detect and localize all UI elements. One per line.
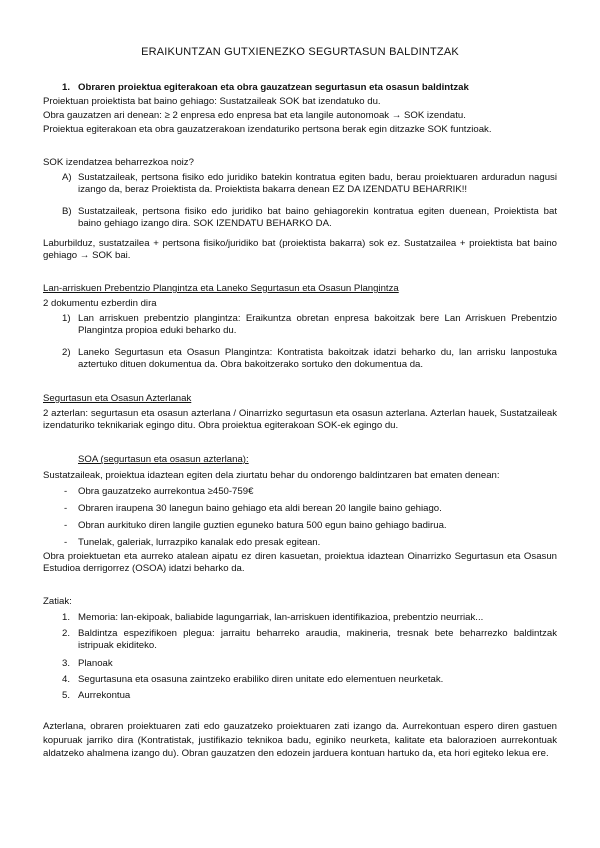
section-1-number: 1. [62,82,71,93]
zatiak-item-4-number: 4. [62,674,71,685]
plan-intro: 2 dokumentu ezberdin dira [43,298,157,309]
plan-item-1-text: Lan arriskuen prebentzio plangintza: Eraikuntza obretan enpresa bakoitzak bere Lan Arriskuen Prebentzio Plangintza propioa eduki beharko du. [78,313,557,336]
soa-bullet-marker: - [64,486,68,497]
zatiak-item-5: Aurrekontua [78,690,131,701]
zatiak-item-1: Memoria: lan-ekipoak, baliabide lagungarriak, lan-arriskuen identifikazioa, prebentzio neurriak... [78,612,484,623]
sok-b-marker: B) [62,206,72,217]
azterlanak-text: 2 azterlan: segurtasun eta osasun azterlana / Oinarrizko segurtasun eta osasun azterlana. Azterlan hauek, Sustatzaileak izendaturiko teknikariak egingo ditu. Obra proiektua egiterakoan SOK-ek egingo du. [43,408,557,431]
sok-b-text: Sustatzaileak, pertsona fisiko edo juridiko bat baino gehiagorekin kontratua egiten duenean, Proiektista bat baino gehiago izango dira. SOK IZENDATU BEHARKO DA. [78,206,557,229]
zatiak-item-1-number: 1. [62,612,71,623]
zatiak-item-5-number: 5. [62,690,71,701]
section-1-line-3: Proiektua egiterakoan eta obra gauzatzerakoan izendaturiko pertsona berak egin ditzazke SOK funtzioak. [43,124,492,135]
soa-bullet-marker: - [64,503,68,514]
final-paragraph: Azterlana, obraren proiektuaren zati edo gauzatzeko proiektuaren zati izango da. Aurrekontuan espero diren gastuen kopuruak jarriko dira (Kontratistak, justifikazio teknikoa badu, eginiko neurketa, kalitate eta balorazioen aurrekontuak aldatzeko ahalmena izango du). Obran gauzatzen den edozein jarduera kontuan hartuko da, eta hori egiteko lekua ere. [43,721,557,759]
soa-bullet-2: Obraren iraupena 30 lanegun baino gehiago eta aldi berean 20 langile baino gehiago. [78,503,442,514]
sok-summary: Laburbilduz, sustatzailea + pertsona fisiko/juridiko bat (proiektista bakarra) sok ez. Sustatzailea + proiektista bat baino gehiago → SOK bai. [43,238,557,261]
soa-bullet-1: Obra gauzatzeko aurrekontua ≥450-759€ [78,486,254,497]
soa-heading: SOA (segurtasun eta osasun azterlana): [78,454,249,465]
soa-outro: Obra proiektuetan eta aurreko atalean aipatu ez diren kasuetan, proiektua idaztean Oinarrizko Segurtasun eta Osasun Estudioa derrigorrez (OSOA) idatzi beharko da. [43,551,557,574]
soa-bullet-marker: - [64,520,68,531]
section-1-line-2: Obra gauzatzen ari denean: ≥ 2 enpresa edo enpresa bat eta langile autonomoak → SOK izendatu. [43,110,466,121]
soa-intro: Sustatzaileak, proiektua idaztean egiten dela ziurtatu behar du ondorengo baldintzaren bat ematen denean: [43,470,500,481]
plan-heading: Lan-arriskuen Prebentzio Plangintza eta Laneko Segurtasun eta Osasun Plangintza [43,283,399,294]
section-1-heading: Obraren proiektua egiterakoan eta obra gauzatzean segurtasun eta osasun baldintzak [78,82,469,93]
soa-bullet-marker: - [64,537,68,548]
sok-question: SOK izendatzea beharrezkoa noiz? [43,157,194,168]
plan-item-1-marker: 1) [62,313,71,324]
zatiak-item-3-number: 3. [62,658,71,669]
section-1-line-1: Proiektuan proiektista bat baino gehiago: Sustatzaileak SOK bat izendatuko du. [43,96,381,107]
zatiak-item-4: Segurtasuna eta osasuna zaintzeko erabiliko diren unitate edo elementuen neurketak. [78,674,444,685]
soa-bullet-4: Tunelak, galeriak, lurrazpiko kanalak edo presak egitean. [78,537,321,548]
plan-item-2-marker: 2) [62,347,71,358]
sok-a-marker: A) [62,172,72,183]
sok-a-text: Sustatzaileak, pertsona fisiko edo juridiko batekin kontratua egiten badu, berau proiektuaren arduradun nagusi izango da, beraz Proiektista da. Proiektista bakarra denean EZ DA IZENDATU BEHARRIK!! [78,172,557,195]
zatiak-heading: Zatiak: [43,596,72,607]
zatiak-item-2: Baldintza espezifikoen plegua: jarraitu beharreko araudia, makineria, tresnak bete beharrezko baldintzak istripuak ekiditeko. [78,628,557,651]
zatiak-item-3: Planoak [78,658,113,669]
plan-item-2-text: Laneko Segurtasun eta Osasun Plangintza: Kontratista bakoitzak idatzi beharko du, lan arrisku lanpostuka aztertuko dituen dokumentua da. Obra bakoitzerako sortuko den dokumentua da. [78,347,557,370]
zatiak-item-2-number: 2. [62,628,71,639]
soa-bullet-3: Obran aurkituko diren langile guztien eguneko batura 500 egun baino gehiago badirua. [78,520,447,531]
azterlanak-heading: Segurtasun eta Osasun Azterlanak [43,393,192,404]
document-title: ERAIKUNTZAN GUTXIENEZKO SEGURTASUN BALDINTZAK [141,46,459,58]
